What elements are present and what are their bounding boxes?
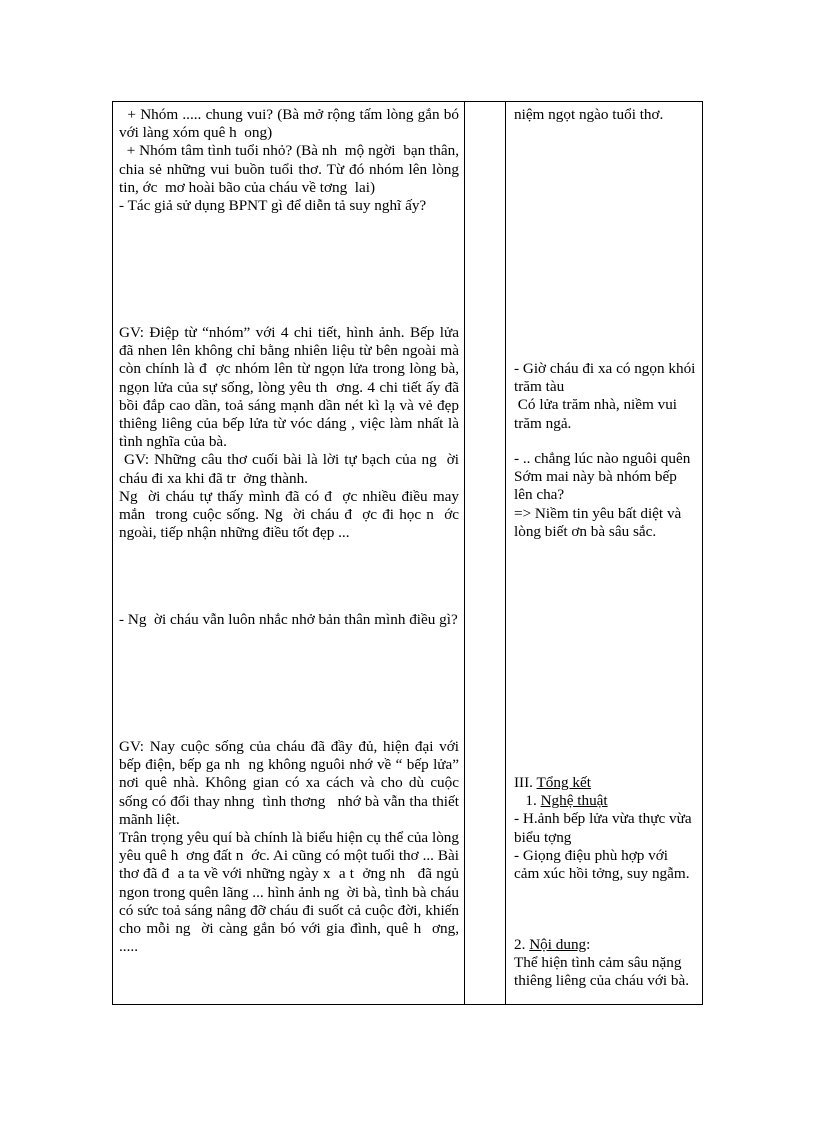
left-block-question-2 <box>119 611 459 629</box>
content-heading-prefix: 2. <box>514 936 530 953</box>
left-paragraph: Ng ời cháu tự thấy mình đã có đ ợc nhiều điều may mắn trong cuộc sống. Ng ời cháu đ ợc đi học n ớc ngoài, tiếp nhận những điều tốt đẹp ... <box>119 487 463 542</box>
left-block-questions <box>119 106 463 215</box>
content-heading-suffix: : <box>586 936 591 953</box>
right-block-2 <box>514 360 696 433</box>
right-block-3 <box>514 450 696 541</box>
art-item: - Giọng điệu phù hợp với cảm xúc hồi tởng, suy ngẫm. <box>514 846 690 883</box>
content-heading <box>514 936 696 954</box>
art-heading-prefix: 1. <box>514 792 541 810</box>
summary-heading <box>514 774 696 792</box>
table-row <box>113 102 703 1005</box>
lesson-table <box>112 101 703 1005</box>
middle-column-cell <box>465 102 506 1005</box>
right-paragraph: niệm ngọt ngào tuổi thơ. <box>514 106 664 123</box>
right-paragraph: Sớm mai này bà nhóm bếp lên cha? <box>514 468 677 504</box>
right-paragraph: - Giờ cháu đi xa có ngọn khói trăm tàu <box>514 360 696 396</box>
right-block-1 <box>514 106 696 124</box>
left-paragraph: GV: Nay cuộc sống của cháu đã đầy đủ, hiện đại với bếp điện, bếp ga nh ng không nguôi nhớ về “ bếp lửa” nơi quê nhà. Không gian có xa cách và cho dù cuộc sống có đổi thay nhng tình thơng nhớ bà vẫn tha thiết mãnh liệt. <box>119 738 463 828</box>
right-block-summary <box>514 774 696 883</box>
right-block-content <box>514 936 696 991</box>
left-block-gv-1 <box>119 324 463 542</box>
art-item: - H.ảnh bếp lửa vừa thực vừa biểu tợng <box>514 810 692 846</box>
content-heading-text: Nội dung <box>529 936 587 953</box>
left-block-gv-2 <box>119 738 463 956</box>
art-heading-text: Nghệ thuật <box>540 792 608 810</box>
right-paragraph: Có lửa trăm nhà, niềm vui trăm ngả. <box>514 396 681 432</box>
summary-heading-text: Tổng kết <box>536 774 591 791</box>
right-column-cell <box>506 102 703 1005</box>
left-paragraph: GV: Những câu thơ cuối bài là lời tự bạch của ng ời cháu đi xa khi đã tr ởng thành. <box>119 451 463 487</box>
left-column-cell <box>113 102 465 1005</box>
art-heading <box>514 792 696 810</box>
left-paragraph: + Nhóm tâm tình tuổi nhỏ? (Bà nh mộ ngời bạn thân, chia sẻ những vui buồn tuổi thơ. Từ đó nhóm lên lòng tin, ớc mơ hoài bão của cháu về tơng lai) <box>119 142 463 196</box>
content-text: Thể hiện tình cảm sâu nặng thiêng liêng của cháu với bà. <box>514 954 690 990</box>
left-paragraph: + Nhóm ..... chung vui? (Bà mở rộng tấm lòng gắn bó với làng xóm quê h ong) <box>119 106 463 142</box>
left-paragraph: - Tác giả sử dụng BPNT gì để diễn tả suy nghĩ ấy? <box>119 197 427 215</box>
left-paragraph: Trân trọng yêu quí bà chính là biểu hiện cụ thể của lòng yêu quê h ơng đất n ớc. Ai cũng có một tuổi thơ ... Bài thơ đã đ a ta về với những ngày x a t ởng nh đã ngủ ngon trong quên lãng ... hình ảnh ng ời bà, tình bà cháu có sức toả sáng nâng đỡ cháu đi suốt cả cuộc đời, khiến cho mỗi ng ời càng gắn bó với gia đình, quê h ơng, ..... <box>119 829 463 956</box>
right-paragraph: => Niềm tin yêu bất diệt và lòng biết ơn bà sâu sắc. <box>514 504 682 540</box>
left-paragraph: GV: Điệp từ “nhóm” với 4 chi tiết, hình ảnh. Bếp lửa đã nhen lên không chỉ bằng nhiên liệu từ bên ngoài mà còn chính là đ ợc nhóm lên từ ngọn lửa trong lòng bà, ngọn lửa của sự sống, lòng yêu th ơng. 4 chi tiết ấy đã bồi đắp cao dần, toả sáng mạnh dần nét kì lạ và vẻ đẹp thiêng liêng của bếp lửa từ vóc dáng , việc làm nhất là tình nghĩa của bà. <box>119 324 463 451</box>
left-paragraph: - Ng ời cháu vẫn luôn nhắc nhở bản thân mình điều gì? <box>119 611 458 628</box>
summary-heading-prefix: III. <box>514 774 537 791</box>
right-paragraph: - .. chẳng lúc nào nguôi quên <box>514 450 691 467</box>
